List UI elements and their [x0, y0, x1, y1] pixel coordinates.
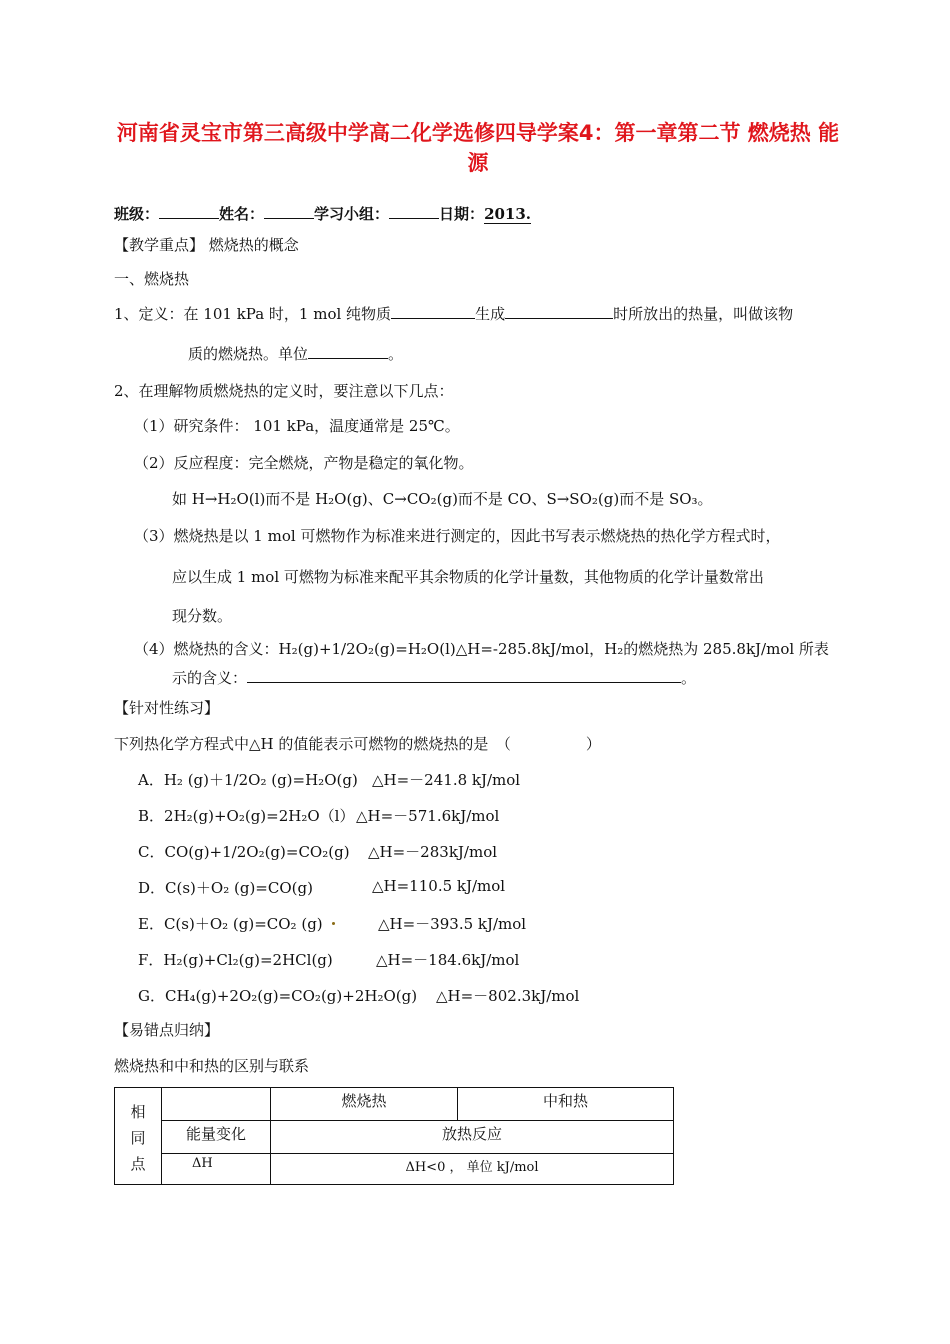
- option-c-equation: C．CO(g)+1/2O₂(g)=CO₂(g): [138, 843, 350, 861]
- note-3-line-2: 应以生成 1 mol 可燃物为标准来配平其余物质的化学计量数，其他物质的化学计量数常出: [172, 568, 764, 586]
- errors-subtitle: 燃烧热和中和热的区别与联系: [114, 1057, 310, 1075]
- date-label: 日期：: [439, 205, 485, 223]
- name-label: 姓名：: [219, 205, 265, 223]
- header-combustion: 燃烧热: [271, 1088, 458, 1121]
- note-4-line-1: （4）燃烧热的含义：H₂(g)+1/2O₂(g)=H₂O(l)△H=-285.8kJ/mol，H₂的燃烧热为 285.8kJ/mol 所表: [134, 640, 829, 658]
- unit-blank[interactable]: [308, 344, 388, 359]
- class-label: 班级：: [114, 205, 160, 223]
- info-line: [114, 203, 531, 224]
- meaning-blank[interactable]: [247, 668, 681, 683]
- option-e-equation: E．C(s)＋O₂ (g)=CO₂ (g): [138, 915, 323, 933]
- same-points-label: 相 同 点: [115, 1088, 162, 1185]
- definition-blank-2[interactable]: [505, 304, 613, 319]
- option-d-equation: D．C(s)＋O₂ (g)=CO(g): [138, 879, 313, 897]
- option-a-enthalpy: △H=－241.8 kJ/mol: [372, 771, 521, 789]
- focus-text: 燃烧热的概念: [208, 236, 299, 254]
- focus-label: 【教学重点】: [114, 236, 205, 254]
- option-b-enthalpy: △H=－571.6kJ/mol: [356, 807, 500, 825]
- header-empty-cell: [162, 1088, 271, 1121]
- option-e-enthalpy: △H=－393.5 kJ/mol: [378, 915, 527, 933]
- class-blank[interactable]: [159, 204, 219, 219]
- note-2-example: 如 H→H₂O(l)而不是 H₂O(g)、C→CO₂(g)而不是 CO、S→SO₂(g)而不是 SO₃。: [172, 490, 713, 508]
- note-1: （1）研究条件： 101 kPa，温度通常是 25℃。: [134, 417, 460, 435]
- option-g-enthalpy: △H=－802.3kJ/mol: [436, 987, 580, 1005]
- option-c-enthalpy: △H=－283kJ/mol: [368, 843, 498, 861]
- option-f-equation: F．H₂(g)+Cl₂(g)=2HCl(g): [138, 951, 333, 969]
- note-3-line-3: 现分数。: [172, 607, 233, 625]
- notes-intro: 2、在理解物质燃烧热的定义时，要注意以下几点：: [114, 382, 454, 400]
- page-title: 河南省灵宝市第三高级中学高二化学选修四导学案4：第一章第二节 燃烧热 能源: [116, 121, 840, 175]
- row-dh-value: ΔH<0 ， 单位 kJ/mol: [271, 1154, 674, 1185]
- section-heading: 一、燃烧热: [114, 270, 190, 288]
- row-energy-value: 放热反应: [271, 1121, 674, 1154]
- option-f-enthalpy: △H=－184.6kJ/mol: [376, 951, 520, 969]
- focus-line: [114, 234, 299, 255]
- option-b-equation: B．2H₂(g)+O₂(g)=2H₂O（l）: [138, 807, 355, 825]
- option-a-equation: A．H₂ (g)＋1/2O₂ (g)=H₂O(g): [138, 771, 358, 789]
- row-energy-label: 能量变化: [162, 1121, 271, 1154]
- note-2: （2）反应程度：完全燃烧，产物是稳定的氧化物。: [134, 454, 474, 472]
- row-dh-label: ΔH: [162, 1154, 271, 1185]
- option-d-enthalpy: △H=110.5 kJ/mol: [372, 877, 506, 895]
- group-label: 学习小组：: [314, 205, 390, 223]
- practice-question: 下列热化学方程式中△H 的值能表示可燃物的燃烧热的是 （ ）: [114, 735, 601, 753]
- date-value: 2013.: [484, 205, 532, 223]
- practice-heading: 【针对性练习】: [114, 699, 220, 717]
- comparison-table: [114, 1087, 674, 1185]
- note-3-line-1: （3）燃烧热是以 1 mol 可燃物作为标准来进行测定的，因此书写表示燃烧热的热化学方程式时，: [134, 527, 781, 545]
- group-blank[interactable]: [389, 204, 439, 219]
- name-blank[interactable]: [264, 204, 314, 219]
- definition-blank-1[interactable]: [391, 304, 475, 319]
- option-g-equation: G．CH₄(g)+2O₂(g)=CO₂(g)+2H₂O(g): [138, 987, 418, 1005]
- errors-heading: 【易错点归纳】: [114, 1021, 220, 1039]
- header-neutralization: 中和热: [458, 1088, 674, 1121]
- note-4-line-2: 示的含义： 。: [172, 669, 697, 687]
- definition-line-1: 1、定义：在 101 kPa 时，1 mol 纯物质 生成 时所放出的热量，叫做该物: [114, 305, 794, 323]
- definition-line-2: 质的燃烧热。单位 。: [188, 345, 404, 363]
- option-e-dot: [326, 913, 341, 931]
